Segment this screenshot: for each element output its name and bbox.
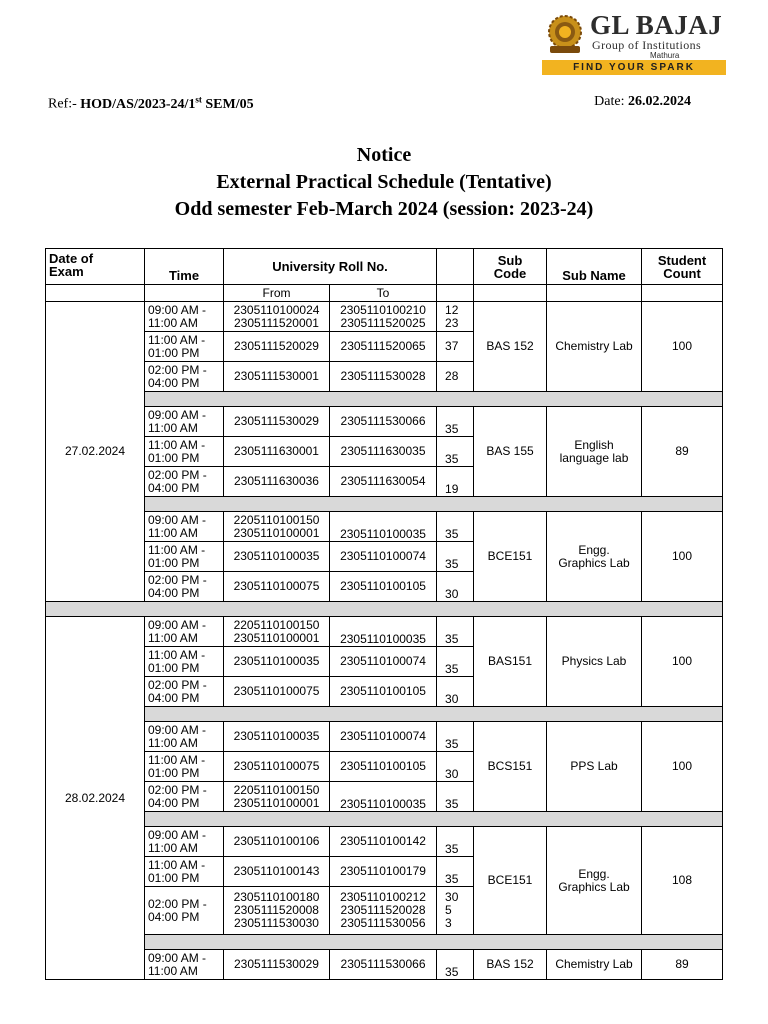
slot-time: 02:00 PM - 04:00 PM <box>145 467 224 497</box>
roll-from: 2305110100035 <box>224 542 330 572</box>
exam-date: 27.02.2024 <box>46 302 145 602</box>
sub-code: BAS 152 <box>474 950 547 980</box>
header-student-count: Student Count <box>642 249 723 285</box>
slot-count: 35 <box>437 647 474 677</box>
sub-name: Engg. Graphics Lab <box>547 512 642 602</box>
day-separator <box>46 602 723 617</box>
gear-emblem-icon <box>544 12 586 58</box>
header-roll: University Roll No. <box>224 249 437 285</box>
date-label: Date: <box>594 94 625 109</box>
roll-to: 2305110100105 <box>330 572 437 602</box>
schedule-table <box>45 248 723 980</box>
roll-to: 2305111630035 <box>330 437 437 467</box>
notice-titles <box>0 142 768 223</box>
roll-to: 2305110100074 <box>330 647 437 677</box>
ref-sup: st <box>195 94 202 104</box>
slot-time: 02:00 PM - 04:00 PM <box>145 887 224 935</box>
slot-time: 09:00 AM - 11:00 AM <box>145 302 224 332</box>
header-count-blank <box>437 249 474 285</box>
date-value: 26.02.2024 <box>628 94 691 109</box>
slot-time: 09:00 AM - 11:00 AM <box>145 827 224 857</box>
subheader-blank <box>547 285 642 302</box>
roll-from: 2305110100106 <box>224 827 330 857</box>
subheader-blank <box>437 285 474 302</box>
roll-from: 2305111530029 <box>224 950 330 980</box>
slot-time: 11:00 AM - 01:00 PM <box>145 542 224 572</box>
slot-count: 35 <box>437 542 474 572</box>
header-code: Sub Code <box>474 249 547 285</box>
roll-from: 2305111530029 <box>224 407 330 437</box>
roll-from: 2205110100150 2305110100001 <box>224 617 330 647</box>
roll-from: 2305110100075 <box>224 752 330 782</box>
sub-code: BAS 152 <box>474 302 547 392</box>
notice-date <box>594 94 691 110</box>
slot-time: 02:00 PM - 04:00 PM <box>145 677 224 707</box>
logo-name: GL BAJAJ <box>590 10 723 40</box>
sub-name: Chemistry Lab <box>547 302 642 392</box>
roll-from: 2205110100150 2305110100001 <box>224 512 330 542</box>
title-schedule: External Practical Schedule (Tentative) <box>216 171 552 193</box>
slot-time: 02:00 PM - 04:00 PM <box>145 572 224 602</box>
sub-code: BAS151 <box>474 617 547 707</box>
slot-count: 37 <box>437 332 474 362</box>
student-count: 100 <box>642 302 723 392</box>
group-separator <box>145 497 723 512</box>
slot-count: 35 <box>437 407 474 437</box>
roll-to: 2305110100074 <box>330 722 437 752</box>
slot-count: 19 <box>437 467 474 497</box>
roll-to: 2305111530066 <box>330 407 437 437</box>
roll-to: 2305110100212 2305111520028 2305111530056 <box>330 887 437 935</box>
roll-from: 2305111630001 <box>224 437 330 467</box>
roll-from: 2305110100180 2305111520008 2305111530030 <box>224 887 330 935</box>
header-name: Sub Name <box>547 249 642 285</box>
student-count: 108 <box>642 827 723 935</box>
roll-from: 2305110100075 <box>224 677 330 707</box>
subheader-to: To <box>330 285 437 302</box>
slot-count: 28 <box>437 362 474 392</box>
title-notice: Notice <box>356 144 412 166</box>
slot-time: 11:00 AM - 01:00 PM <box>145 857 224 887</box>
sub-name: Chemistry Lab <box>547 950 642 980</box>
slot-time: 11:00 AM - 01:00 PM <box>145 752 224 782</box>
slot-count: 35 <box>437 827 474 857</box>
logo-city: Mathura <box>650 51 680 60</box>
exam-date: 28.02.2024 <box>46 617 145 980</box>
sub-name: PPS Lab <box>547 722 642 812</box>
roll-from: 2305111530001 <box>224 362 330 392</box>
group-separator <box>145 812 723 827</box>
slot-count: 30 <box>437 677 474 707</box>
slot-count: 30 5 3 <box>437 887 474 935</box>
roll-to: 2305110100035 <box>330 782 437 812</box>
roll-to: 2305110100035 <box>330 512 437 542</box>
slot-count: 35 <box>437 950 474 980</box>
header-time: Time <box>145 249 224 285</box>
reference-number <box>48 94 254 113</box>
student-count: 100 <box>642 617 723 707</box>
slot-time: 09:00 AM - 11:00 AM <box>145 617 224 647</box>
sub-name: English language lab <box>547 407 642 497</box>
slot-time: 11:00 AM - 01:00 PM <box>145 437 224 467</box>
slot-time: 09:00 AM - 11:00 AM <box>145 407 224 437</box>
roll-to: 2305111520065 <box>330 332 437 362</box>
roll-to: 2305110100074 <box>330 542 437 572</box>
slot-count: 35 <box>437 437 474 467</box>
student-count: 89 <box>642 950 723 980</box>
slot-time: 02:00 PM - 04:00 PM <box>145 362 224 392</box>
roll-from: 2305111520029 <box>224 332 330 362</box>
group-separator <box>145 935 723 950</box>
slot-count: 35 <box>437 512 474 542</box>
slot-count: 35 <box>437 617 474 647</box>
roll-to: 2305111530028 <box>330 362 437 392</box>
slot-count: 35 <box>437 722 474 752</box>
slot-count: 30 <box>437 572 474 602</box>
sub-name: Physics Lab <box>547 617 642 707</box>
slot-count: 12 23 <box>437 302 474 332</box>
roll-to: 2305110100142 <box>330 827 437 857</box>
slot-count: 35 <box>437 782 474 812</box>
ref-label: Ref:- <box>48 96 77 112</box>
ref-value: HOD/AS/2023-24/1 <box>80 96 196 112</box>
subheader-blank <box>474 285 547 302</box>
roll-from: 2305110100075 <box>224 572 330 602</box>
ref-tail: SEM/05 <box>205 96 254 112</box>
roll-to: 2305110100105 <box>330 752 437 782</box>
logo-group: Group of Institutions <box>592 38 702 52</box>
slot-count: 30 <box>437 752 474 782</box>
roll-from: 2305110100143 <box>224 857 330 887</box>
roll-from: 2305110100035 <box>224 722 330 752</box>
subheader-from: From <box>224 285 330 302</box>
sub-code: BCE151 <box>474 827 547 935</box>
roll-to: 2305110100035 <box>330 617 437 647</box>
slot-count: 35 <box>437 857 474 887</box>
slot-time: 11:00 AM - 01:00 PM <box>145 332 224 362</box>
roll-to: 2305110100105 <box>330 677 437 707</box>
subheader-blank <box>145 285 224 302</box>
group-separator <box>145 392 723 407</box>
slot-time: 09:00 AM - 11:00 AM <box>145 512 224 542</box>
title-semester: Odd semester Feb-March 2024 (session: 2023-24) <box>174 198 594 220</box>
sub-code: BAS 155 <box>474 407 547 497</box>
roll-to: 2305111530066 <box>330 950 437 980</box>
logo-tagline: FIND YOUR SPARK <box>542 60 726 75</box>
slot-time: 09:00 AM - 11:00 AM <box>145 950 224 980</box>
roll-from: 2305110100035 <box>224 647 330 677</box>
group-separator <box>145 707 723 722</box>
student-count: 89 <box>642 407 723 497</box>
roll-from: 2205110100150 2305110100001 <box>224 782 330 812</box>
roll-to: 2305110100179 <box>330 857 437 887</box>
subheader-blank <box>642 285 723 302</box>
slot-time: 02:00 PM - 04:00 PM <box>145 782 224 812</box>
roll-to: 2305111630054 <box>330 467 437 497</box>
roll-to: 2305110100210 2305111520025 <box>330 302 437 332</box>
student-count: 100 <box>642 722 723 812</box>
subheader-blank <box>46 285 145 302</box>
header-date: Date of Exam <box>46 249 145 285</box>
sub-code: BCS151 <box>474 722 547 812</box>
student-count: 100 <box>642 512 723 602</box>
slot-time: 11:00 AM - 01:00 PM <box>145 647 224 677</box>
sub-name: Engg. Graphics Lab <box>547 827 642 935</box>
roll-from: 2305110100024 2305111520001 <box>224 302 330 332</box>
sub-code: BCE151 <box>474 512 547 602</box>
roll-from: 2305111630036 <box>224 467 330 497</box>
institution-logo <box>538 8 728 78</box>
slot-time: 09:00 AM - 11:00 AM <box>145 722 224 752</box>
